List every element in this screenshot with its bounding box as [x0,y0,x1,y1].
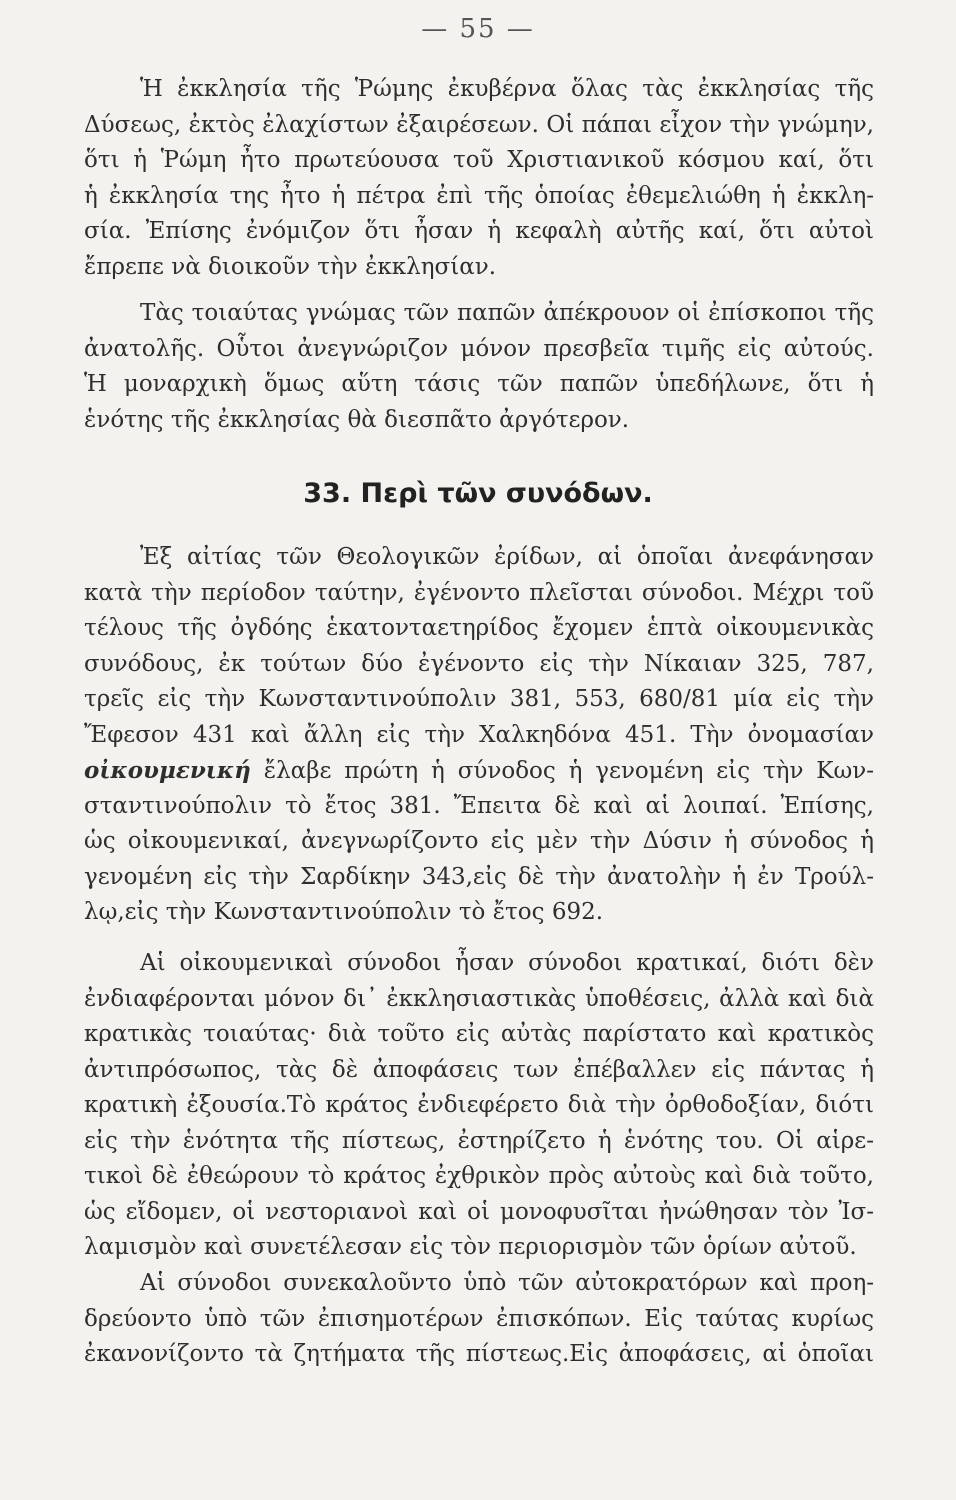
text-line-rest: ἔλαβε πρώτη ἡ σύνοδος ἡ γενομένη εἰς τὴν Κων- [263,758,874,784]
text-line: ἀντιπρόσωπος, τὰς δὲ ἀποφάσεις των ἐπέβαλλεν εἰς πάντας ἡ [84,1056,874,1083]
text-line: σία. Ἐπίσης ἐνόμιζον ὅτι ἦσαν ἡ κεφαλὴ αὐτῆς καί, ὅτι αὐτοὶ [84,218,874,244]
emphasis-word: οἰκουμενική [84,757,251,784]
text-line: Αἱ οἰκουμενικαὶ σύνοδοι ἦσαν σύνοδοι κρατικαί, διότι δὲν [140,950,874,976]
text-line: τρεῖς εἰς τὴν Κωνσταντινούπολιν 381, 553, 680/81 μία εἰς τὴν [84,686,874,712]
text-line: Αἱ σύνοδοι συνεκαλοῦντο ὑπὸ τῶν αὐτοκρατόρων καὶ προη- [140,1270,874,1296]
text-line: ἔπρεπε νὰ διοικοῦν τὴν ἐκκλησίαν. [84,253,497,280]
text-line: κατὰ τὴν περίοδον ταύτην, ἐγένοντο πλεῖσται σύνοδοι. Μέχρι τοῦ [84,579,874,606]
text-line: ὅτι ἡ Ῥώμη ἦτο πρωτεύουσα τοῦ Χριστιανικοῦ κόσμου καί, ὅτι [84,147,874,173]
paragraph-4 [84,946,874,1266]
paragraph-3 [84,540,874,931]
text-line: σταντινούπολιν τὸ ἔτος 381. Ἔπειτα δὲ καὶ αἱ λοιπαί. Ἐπίσης, [84,792,874,819]
text-line: λαμισμὸν καὶ συνετέλεσαν εἰς τὸν περιορισμὸν τῶν ὁρίων αὐτοῦ. [84,1234,857,1260]
page-number: — 55 — [421,14,535,44]
text-line: τικοὶ δὲ ἐθεώρουν τὸ κράτος ἐχθρικὸν πρὸς αὐτοὺς καὶ διὰ τοῦτο, [84,1163,874,1189]
text-line: λῳ,εἰς τὴν Κωνσταντινούπολιν τὸ ἔτος 692. [84,899,604,925]
section-heading: 33. Περὶ τῶν συνόδων. [303,478,653,509]
text-line: ἑνότης τῆς ἐκκλησίας θὰ διεσπᾶτο ἀργότερον. [84,406,630,433]
text-line: ἀνατολῆς. Οὗτοι ἀνεγνώριζον μόνον πρεσβεῖα τιμῆς εἰς αὐτούς. [84,335,874,362]
text-line: ἐνδιαφέρονται μόνον δι᾿ ἐκκλησιαστικὰς ὑποθέσεις, ἀλλὰ καὶ διὰ [84,985,874,1012]
text-line: ὡς οἰκουμενικαί, ἀνεγνωρίζοντο εἰς μὲν τὴν Δύσιν ἡ σύνοδος ἡ [84,828,874,854]
text-line: κρατικὰς τοιαύτας· διὰ τοῦτο εἰς αὐτὰς παρίστατο καὶ κρατικὸς [84,1021,874,1047]
paragraph-5 [84,1266,874,1373]
text-line [84,753,874,789]
text-line: ὡς εἴδομεν, οἱ νεστοριανοὶ καὶ οἱ μονοφυσῖται ἠνώθησαν τὸν Ἰσ- [84,1198,874,1225]
text-line: ἡ ἐκκλησία της ἦτο ἡ πέτρα ἐπὶ τῆς ὁποίας ἐθεμελιώθη ἡ ἐκκλη- [84,182,874,209]
text-line: δρεύοντο ὑπὸ τῶν ἐπισημοτέρων ἐπισκόπων. Εἰς ταύτας κυρίως [84,1305,874,1332]
text-line: τέλους τῆς ὀγδόης ἑκατονταετηρίδος ἔχομεν ἑπτὰ οἰκουμενικὰς [84,615,874,641]
text-line: Ἡ ἐκκλησία τῆς Ῥώμης ἐκυβέρνα ὅλας τὰς ἐκκλησίας τῆς [140,76,874,102]
text-line: Ἔφεσον 431 καὶ ἄλλη εἰς τὴν Χαλκηδόνα 451. Τὴν ὀνομασίαν [84,721,874,748]
text-line: ἐκανονίζοντο τὰ ζητήματα τῆς πίστεως.Εἰς ἀποφάσεις, αἱ ὁποῖαι [84,1341,874,1367]
text-line: γενομένη εἰς τὴν Σαρδίκην 343,εἰς δὲ τὴν ἀνατολὴν ἡ ἐν Τρούλ- [84,863,874,890]
paragraph-1 [84,72,874,285]
text-line: συνόδους, ἐκ τούτων δύο ἐγένοντο εἰς τὴν Νίκαιαν 325, 787, [84,650,874,677]
paragraph-2 [84,296,874,438]
text-line: κρατικὴ ἐξουσία.Τὸ κράτος ἐνδιεφέρετο διὰ τὴν ὀρθοδοξίαν, διότι [84,1092,874,1118]
text-line: Τὰς τοιαύτας γνώμας τῶν παπῶν ἀπέκρουον οἱ ἐπίσκοποι τῆς [140,300,874,326]
text-line: Ἐξ αἰτίας τῶν Θεολογικῶν ἐρίδων, αἱ ὁποῖαι ἀνεφάνησαν [140,544,874,570]
text-line: εἰς τὴν ἑνότητα τῆς πίστεως, ἐστηρίζετο ἡ ἑνότης του. Οἱ αἱρε- [84,1127,874,1154]
text-line: Ἡ μοναρχικὴ ὅμως αὕτη τάσις τῶν παπῶν ὑπεδήλωνε, ὅτι ἡ [84,371,874,397]
text-line: Δύσεως, ἐκτὸς ἐλαχίστων ἐξαιρέσεων. Οἱ πάπαι εἶχον τὴν γνώμην, [84,111,874,138]
